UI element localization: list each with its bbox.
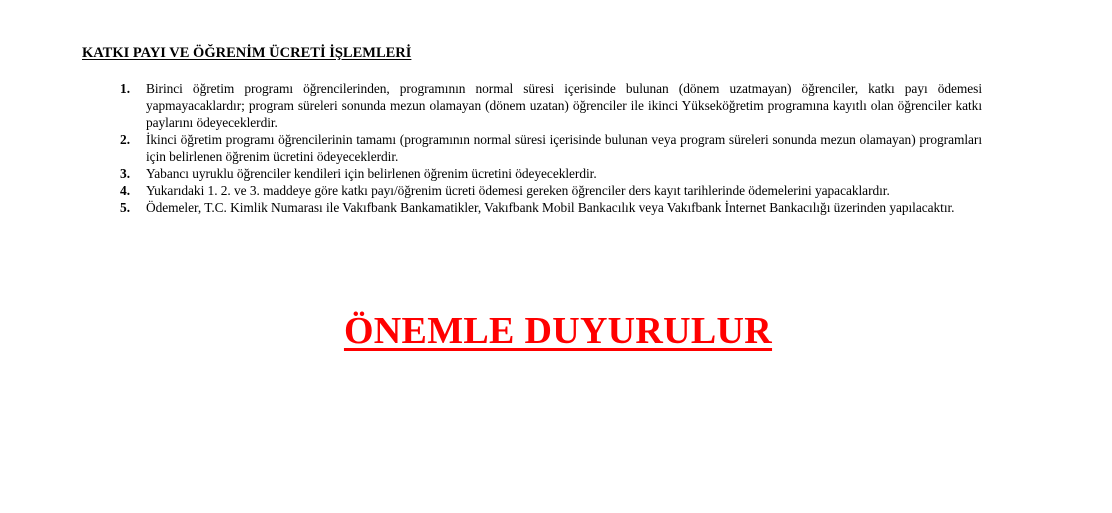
item-number: 2. — [120, 132, 131, 147]
item-text: Ödemeler, T.C. Kimlik Numarası ile Vakıfbank Bankamatikler, Vakıfbank Mobil Bankacılık veya Vakıfbank İnternet Bankacılığı üzerinden yapılacaktır. — [146, 200, 955, 215]
rules-list — [116, 80, 982, 216]
item-number: 5. — [120, 200, 131, 215]
item-number: 3. — [120, 166, 131, 181]
list-item — [116, 199, 982, 216]
item-text: İkinci öğretim programı öğrencilerinin tamamı (programının normal süresi içerisinde bulunan veya program süreleri sonunda mezun olamayan) programları için belirlenen öğrenim ücretini ödeyeceklerdir. — [146, 132, 982, 164]
item-number: 4. — [120, 183, 131, 198]
item-text: Yukarıdaki 1. 2. ve 3. maddeye göre katkı payı/öğrenim ücreti ödemesi gereken öğrenciler ders kayıt tarihlerinde ödemelerini yapacaklardır. — [146, 183, 890, 198]
important-notice: ÖNEMLE DUYURULUR — [343, 310, 773, 352]
list-item — [116, 80, 982, 131]
list-item — [116, 165, 982, 182]
item-number: 1. — [120, 81, 131, 96]
list-item — [116, 182, 982, 199]
page-heading: KATKI PAYI VE ÖĞRENİM ÜCRETİ İŞLEMLERİ — [82, 45, 412, 61]
list-item — [116, 131, 982, 165]
item-text: Birinci öğretim programı öğrencilerinden, programının normal süresi içerisinde bulunan (dönem uzatmayan) öğrenciler, katkı payı ödemesi yapmayacaklardır; program süreleri sonunda mezun olamayan (dönem uzatan) öğrenciler ile ikinci Yükseköğretim programına kayıtlı olan öğrenciler katkı paylarını ödeyeceklerdir. — [146, 81, 982, 130]
item-text: Yabancı uyruklu öğrenciler kendileri için belirlenen öğrenim ücretini ödeyeceklerdir. — [146, 166, 597, 181]
